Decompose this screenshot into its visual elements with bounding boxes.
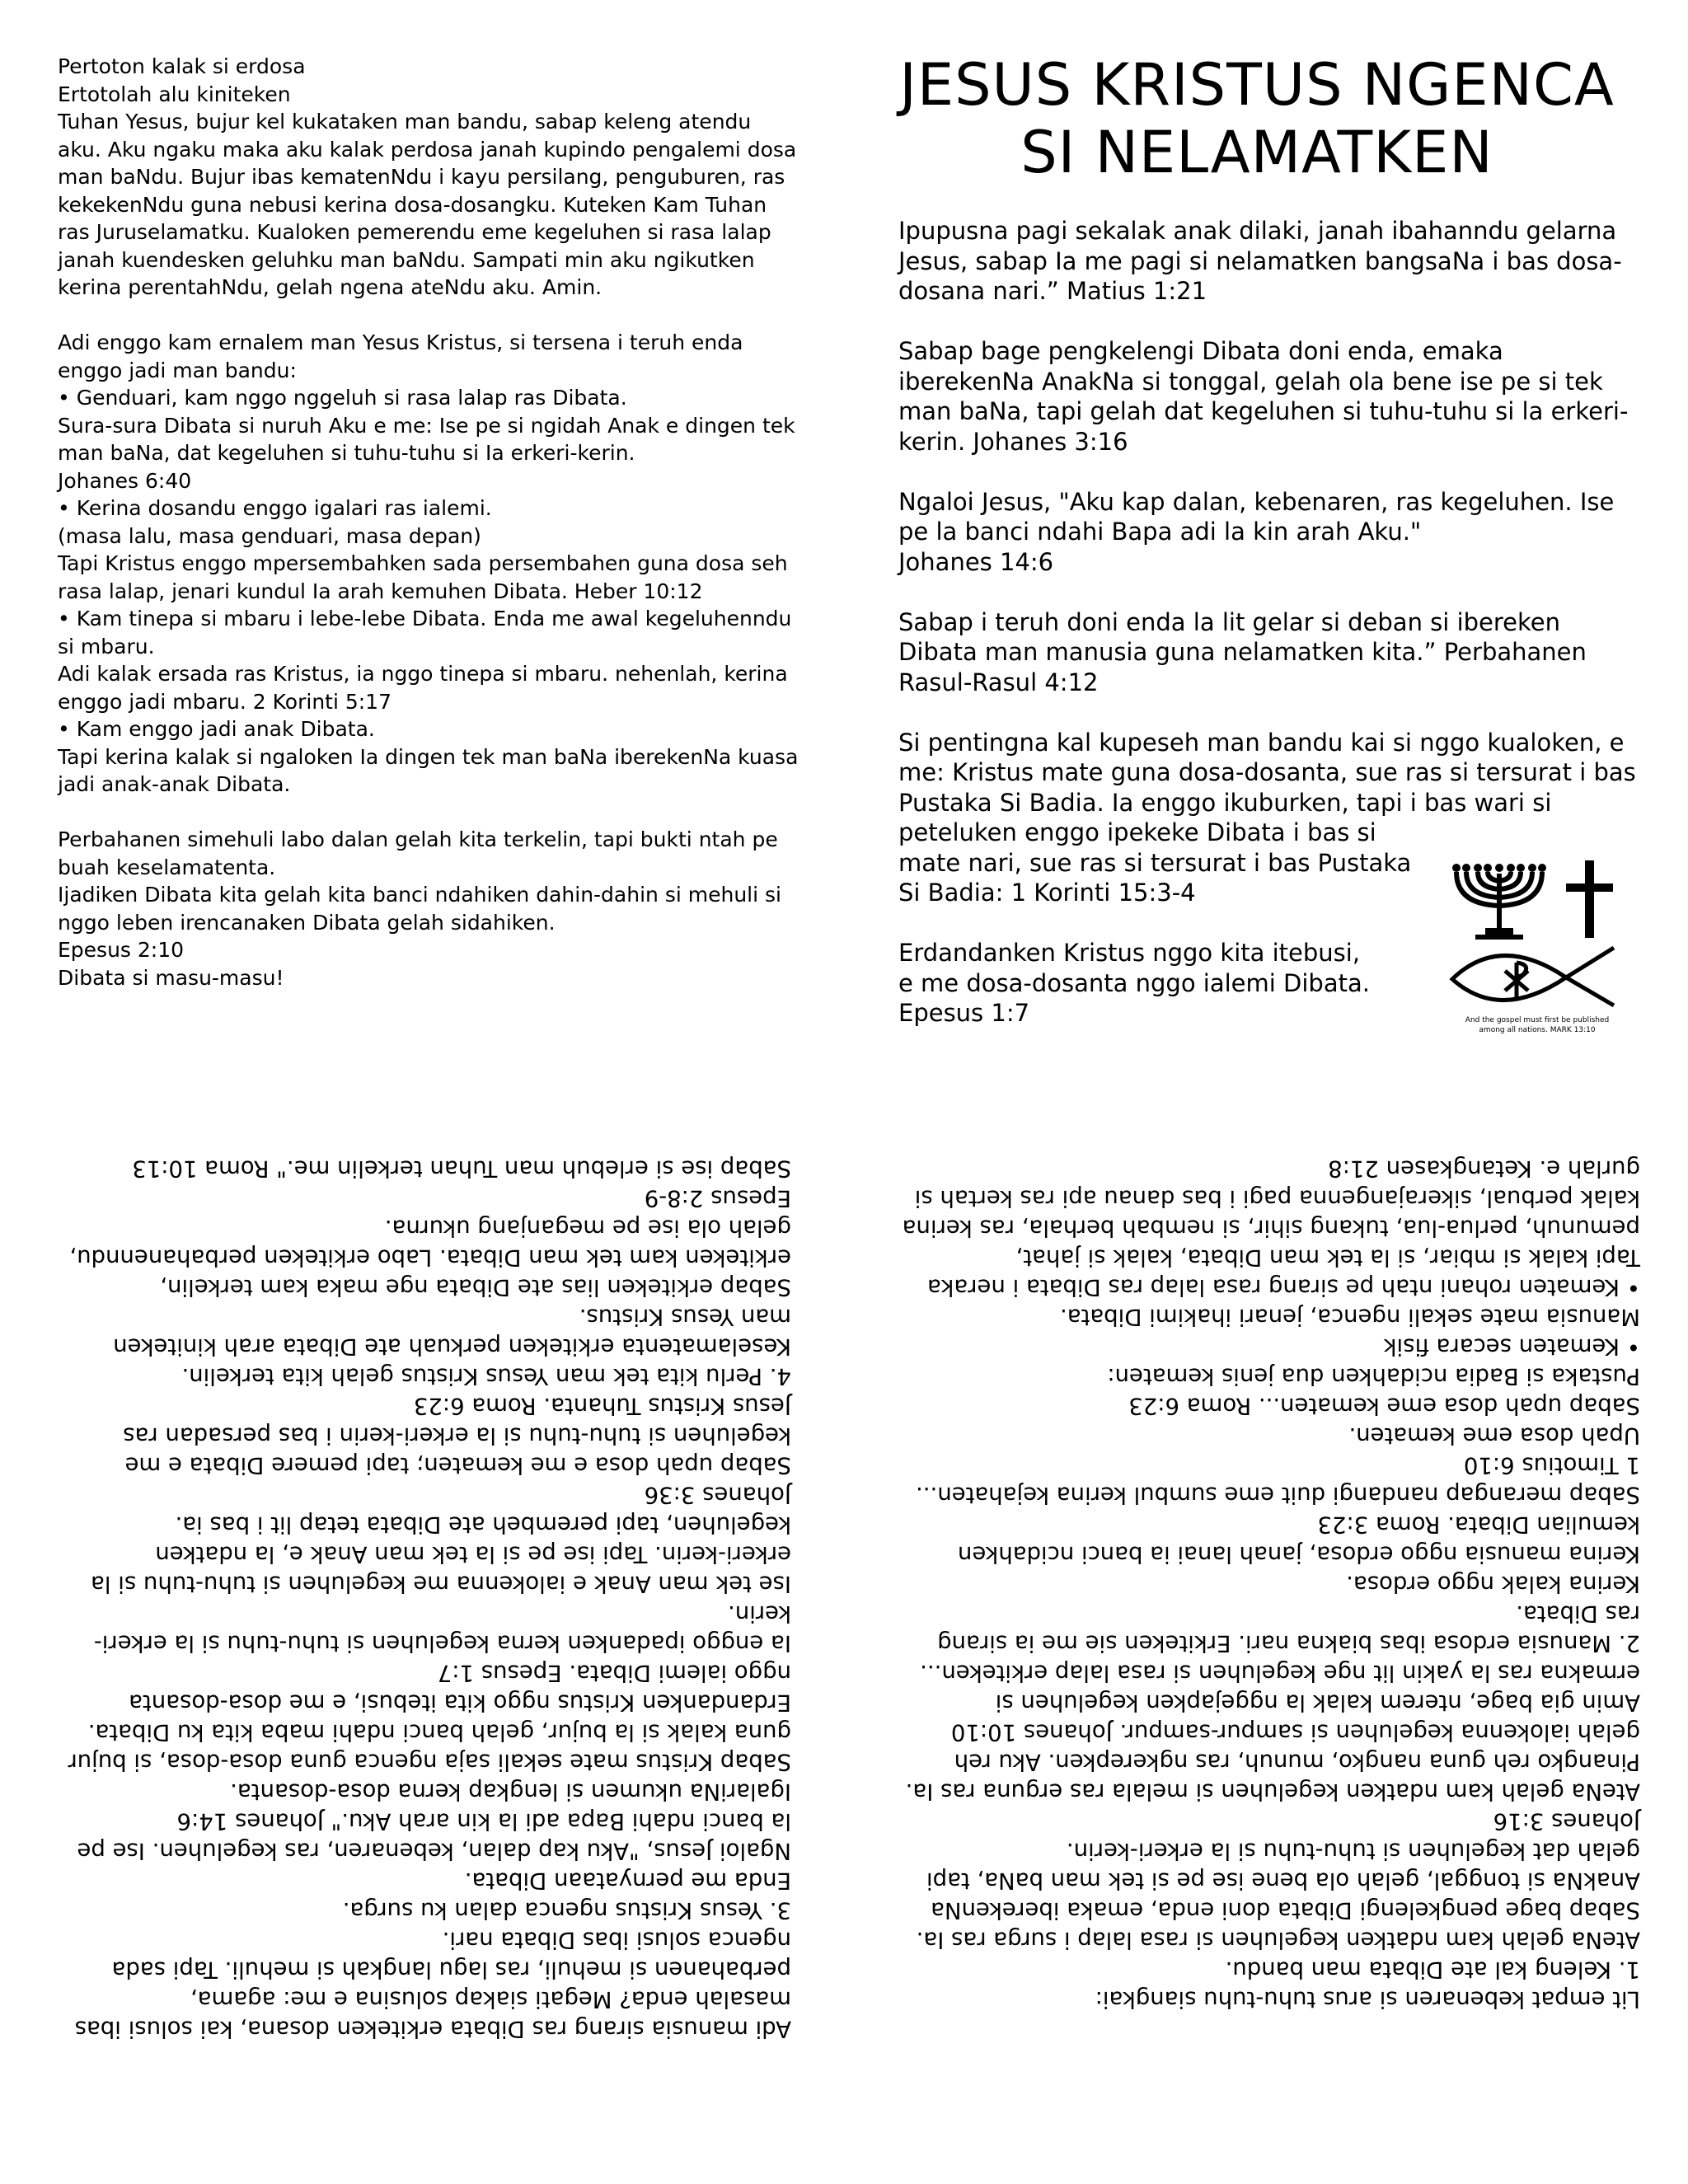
upside-down-right-panel — [898, 1154, 1640, 2135]
salvation-verses: Ipupusna pagi sekalak anak dilaki, janah ibahanndu gelarna Jesus, sabap Ia me pagi si nelamatken bangsaNa i bas dosa-dosana nari.” Matius 1:21 Sabap bage pengkelengi Dibata doni enda, emaka iberekenNa AnakNa si tonggal, gelah ola bene ise pe si tek man baNa, tapi gelah dat kegeluhen si tuhu-tuhu si la erkeri-kerin. Johanes 3:16 Ngaloi Jesus, "Aku kap dalan, kebenaren, ras kegeluhen. Ise pe la banci ndahi Bapa adi la kin arah Aku." Johanes 14:6 Sabap i teruh doni enda la lit gelar si deban si ibereken Dibata man manusia guna nelamatken kita.” Perbahanen Rasul-Rasul 4:12 Si pentingna kal kupeseh man bandu kai si nggo kualoken, e me: Kristus mate guna dosa-dosanta, sue ras si tersurat i bas Pustaka Si Badia. Ia enggo ikuburken, tapi i bas wari si peteluken enggo ipekeke Dibata i bas si mate nari, sue ras si tersurat i bas Pustaka Si Badia: 1 Korinti 15:3-4 Erdandanken Kristus nggo kita itebusi, e me dosa-dosanta nggo ialemi Dibata. Epesus 1:7 — [898, 217, 1636, 1027]
religious-symbols-logo — [1442, 841, 1632, 1043]
upside-down-left-panel — [66, 1154, 791, 2135]
prayer-section: Pertoton kalak si erdosa Ertotolah alu kiniteken Tuhan Yesus, bujur kel kukataken man bandu, sabap keleng atendu aku. Aku ngaku maka aku kalak perdosa janah kupindo pengalemi dosa man baNdu. Bujur ibas kematenNdu i kayu persilang, penguburen, ras kekekenNdu guna nebusi kerina dosa-dosangku. Kuteken Kam Tuhan ras Juruselamatku. Kualoken pemerendu eme kegeluhen si rasa lalap janah kuendesken geluhku man baNdu. Sampati min aku ngikutken kerina perentahNdu, gelah ngena ateNdu aku. Amin. Adi enggo kam ernalem man Yesus Kristus, si tersena i teruh enda enggo jadi man bandu: • Genduari, kam nggo nggeluh si rasa lalap ras Dibata. Sura-sura Dibata si nuruh Aku e me: Ise pe si ngidah Anak e dingen tek man baNa, dat kegeluhen si tuhu-tuhu si Ia erkeri-kerin. Johanes 6:40 • Kerina dosandu enggo igalari ras ialemi. (masa lalu, masa genduari, masa depan) Tapi Kristus enggo mpersembahken sada persembahen guna dosa seh rasa lalap, jenari kundul Ia arah kemuhen Dibata. Heber 10:12 • Kam tinepa si mbaru i lebe-lebe Dibata. Enda me awal kegeluhenndu si mbaru. Adi kalak ersada ras Kristus, ia nggo tinepa si mbaru. nehenlah, kerina enggo jadi mbaru. 2 Korinti 5:17 • Kam enggo jadi anak Dibata. Tapi kerina kalak si ngaloken Ia dingen tek man baNa iberekenNa kuasa jadi anak-anak Dibata. Perbahanen simehuli labo dalan gelah kita terkelin, tapi bukti ntah pe buah keselamatenta. Ijadiken Dibata kita gelah kita banci ndahiken dahin-dahin si mehuli si nggo leben irencanaken Dibata gelah sidahiken. Epesus 2:10 Dibata si masu-masu! — [58, 54, 799, 990]
menorah-cross-fish-icon — [1442, 841, 1632, 1018]
page-title: JESUS KRISTUS NGENCA SI NELAMATKEN — [899, 51, 1615, 186]
truths-part-one: Lit empat kebenaren si arus tuhu-tuhu siangkai: 1. Keleng kal ate Dibata man bandu. AteNa gelah kam ndatken kegeluhen si rasa lalap i surga ras Ia. Sabap bage pengkelengi Dibata doni enda, emaka iberekenNa AnakNa si tonggal, gelah ola bene ise pe si tek man baNa, tapi gelah dat kegeluhen si tuhu-tuhu si la erkeri-kerin. Johanes 3:16 AteNa gelah kam ndatken kegeluhen si melala ras erguna ras Ia. Pinangko reh guna nangko, munuh, ras ngkerepken. Aku reh gelah ialokenna kegeluhen si sampur-sampur. Johanes 10:10 Amin gia bage, nterem kalak la nggejapken kegeluhen si ermakna ras la yakin lit nge kegeluhen si rasa lalap erkiteken... 2. Manusia erdosa ibas biakna nari. Erkiteken sie me ia sirang ras Dibata. Kerina kalak nggo erdosa. Kerina manusia nggo erdosa, janah lanai ia banci ncidahken kemulian Dibata. Roma 3:23 Sabap merangap nandangi duit eme sumbul kerina kejahaten... 1 Timotius 6:10 Upah dosa eme kematen. Sabap upah dosa eme kematen... Roma 6:23 Pustaka si Badia ncidahken dua jenis kematen: • Kematen secara fisik Manusia mate sekali ngenca, jenari ihakimi Dibata. • Kematen rohani ntah pe sirang rasa lalap ras Dibata i neraka Tapi kalak si mbiar, si la tek man Dibata, kalak si jahat, pemunuh, perlua-lua, tukang sihir, si nembah berhala, ras kerina kalak perbual, sikerajangenna pagi i bas danau api ras kertah si gurlah e. Ketangkasen 21:8 — [902, 1155, 1640, 2013]
logo-caption: And the gospel must first be published among all nations. MARK 13:10 — [1465, 1016, 1610, 1034]
truths-part-two: Adi manusia sirang ras Dibata erkiteken dosana, kai solusi ibas masalah enda? Megati siakap solusina e me: agama, perbahanen si mehuli, ras lagu langkah si mehuli. Tapi sada ngenca solusi ibas Dibata nari. 3. Yesus Kristus ngenca dalan ku surga. Enda me pernyataan Dibata. Ngaloi Jesus, "Aku kap dalan, kebenaren, ras kegeluhen. Ise pe la banci ndahi Bapa adi la kin arah Aku." Johanes 14:6 IgalariNa ukumen si lengkap kerna dosa-dosanta. Sabap Kristus mate sekali saja ngenca guna dosa-dosa, si bujur guna kalak si la bujur, gelah banci ndahi maba kita ku Dibata. Erdandanken Kristus nggo kita itebusi, e me dosa-dosanta nggo ialemi Dibata. Epesus 1:7 Ia enggo ipadanken kerna kegeluhen si tuhu-tuhu si la erkeri-kerin. Ise tek man Anak e ialokenna me kegeluhen si tuhu-tuhu si la erkeri-kerin. Tapi ise pe si la tek man Anak e, la ndatken kegeluhen, tapi perembeh ate Dibata tetap lit i bas ia. Johanes 3:36 Sabap upah dosa e me kematen; tapi pemere Dibata e me kegeluhen si tuhu-tuhu si la erkeri-kerin i bas persadan ras Jesus Kristus Tuhanta. Roma 6:23 4. Perlu kita tek man Yesus Kristus gelah kita terkelin. Keselamatenta erkiteken perkuah ate Dibata arah kiniteken man Yesus Kristus. Sabap erkiteken lias ate Dibata nge maka kam terkelin, erkiteken kam tek man Dibata. Labo erkiteken perbahanenndu, gelah ola ise pe meganjang ukurna. Epesus 2:8-9 Sabap ise si erlebuh man Tuhan terkelin me." Roma 10:13 — [68, 1155, 791, 2042]
